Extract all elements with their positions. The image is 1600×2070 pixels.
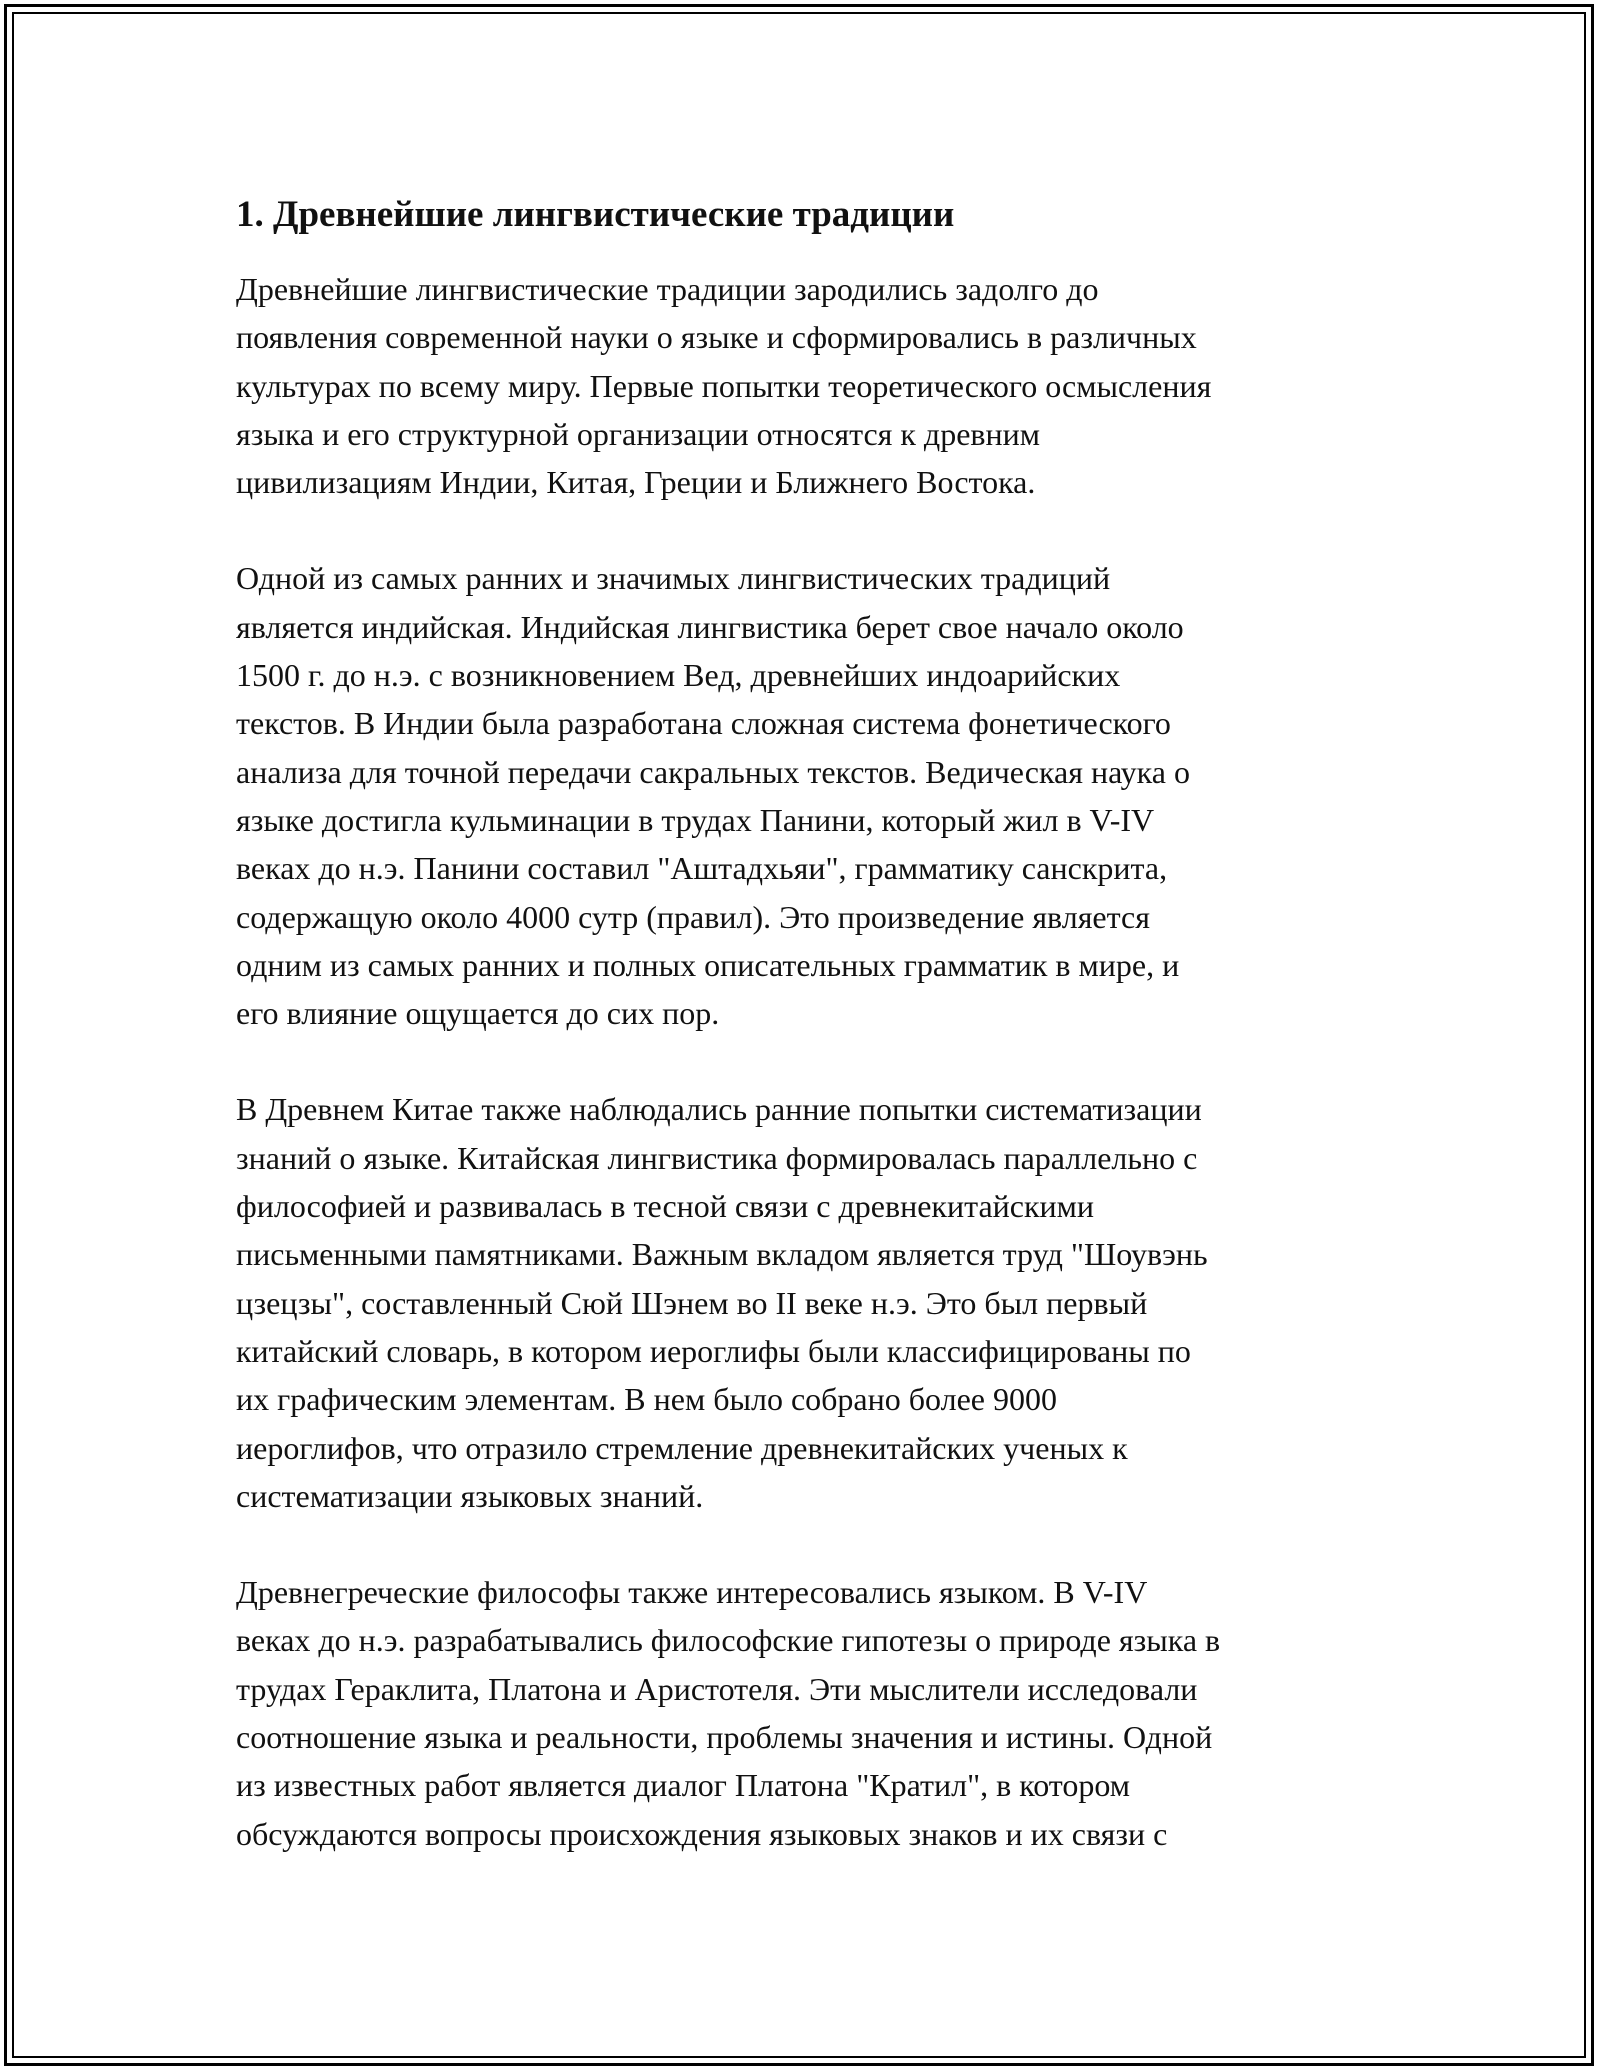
document-body [236,185,1386,1906]
paragraph-greece: Древнегреческие философы также интересовались языком. В V-IV веках до н.э. разрабатывались философские гипотезы о природе языка в трудах Гераклита, Платона и Аристотеля. Эти мыслители исследовали соотношение языка и реальности, проблемы значения и истины. Одной из известных работ является диалог Платона "Кратил", в котором обсуждаются вопросы происхождения языковых знаков и их связи с [236,1574,1221,1852]
paragraph-china: В Древнем Китае также наблюдались ранние попытки систематизации знаний о языке. Китайская лингвистика формировалась параллельно с философией и развивалась в тесной связи с древнекитайскими письменными памятниками. Важным вкладом является труд "Шоувэнь цзецзы", составленный Сюй Шэнем во II веке н.э. Это был первый китайский словарь, в котором иероглифы были классифицированы по их графическим элементам. В нем было собрано более 9000 иероглифов, что отразило стремление древнекитайских ученых к систематизации языковых знаний. [236,1091,1208,1514]
paragraph-india: Одной из самых ранних и значимых лингвистических традиций является индийская. Индийская лингвистика берет свое начало около 1500 г. до н.э. с возникновением Вед, древнейших индоарийских текстов. В Индии была разработана сложная система фонетического анализа для точной передачи сакральных текстов. Ведическая наука о языке достигла кульминации в трудах Панини, который жил в V-IV веках до н.э. Панини составил "Аштадхьяи", грамматику санскрита, содержащую около 4000 сутр (правил). Это произведение является одним из самых ранних и полных описательных грамматик в мире, и его влияние ощущается до сих пор. [236,560,1190,1032]
section-heading: 1. Древнейшие лингвистические традиции [236,194,955,235]
paragraph-intro: Древнейшие лингвистические традиции зародились задолго до появления современной науки о языке и сформировались в различных культурах по всему миру. Первые попытки теоретического осмысления языка и его структурной организации относятся к древним цивилизациям Индии, Китая, Греции и Ближнего Востока. [236,271,1212,501]
